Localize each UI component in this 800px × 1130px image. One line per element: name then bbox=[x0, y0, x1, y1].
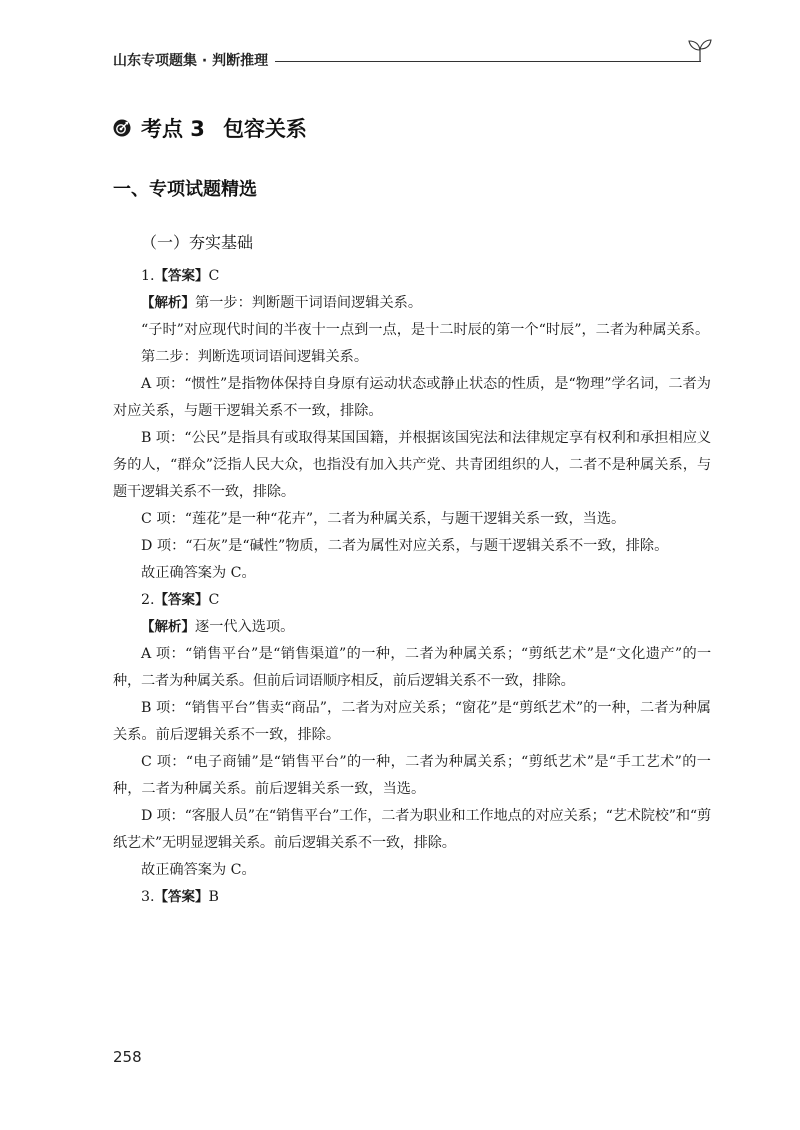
q2-number: 2. bbox=[141, 592, 155, 608]
heading-level-2: （一）夯实基础 bbox=[141, 233, 254, 252]
q2-answer: C bbox=[208, 592, 220, 608]
header-rule bbox=[275, 61, 701, 62]
q2-conclusion: 故正确答案为 C。 bbox=[141, 862, 256, 878]
q2-option-d: D 项：“客服人员”在“销售平台”工作，二者为职业和工作地点的对应关系；“艺术院校”和“剪纸艺术”无明显逻辑关系。前后逻辑关系不一致，排除。 bbox=[113, 808, 711, 851]
page-number: 258 bbox=[113, 1048, 142, 1066]
q3-answer-line bbox=[113, 884, 711, 911]
q1-answer-tag: 【答案】 bbox=[154, 268, 209, 284]
q3-answer-tag: 【答案】 bbox=[154, 889, 209, 905]
body-content bbox=[113, 263, 711, 911]
running-title: 山东专项题集 · 判断推理 bbox=[113, 53, 269, 69]
q1-option-d: D 项：“石灰”是“碱性”物质，二者为属性对应关系，与题干逻辑关系不一致，排除。 bbox=[141, 538, 669, 554]
q1-number: 1. bbox=[141, 268, 155, 284]
q2-option-b: B 项：“销售平台”售卖“商品”，二者为对应关系；“窗花”是“剪纸艺术”的一种，二者为种属关系。前后逻辑关系不一致，排除。 bbox=[113, 700, 711, 743]
q1-answer: C bbox=[208, 268, 220, 284]
section-name: 包容关系 bbox=[222, 117, 307, 141]
q1-paragraph: “子时”对应现代时间的半夜十一点到一点，是十二时辰的第一个“时辰”，二者为种属关系。 bbox=[141, 322, 710, 338]
q1-answer-line bbox=[113, 263, 711, 290]
q2-answer-line bbox=[113, 587, 711, 614]
q1-step1: 第一步：判断题干词语间逻辑关系。 bbox=[195, 295, 423, 311]
running-header bbox=[113, 48, 713, 72]
q1-analysis-line bbox=[113, 290, 711, 317]
q2-answer-tag: 【答案】 bbox=[154, 592, 209, 608]
q2-analysis-line bbox=[113, 614, 711, 641]
q3-answer: B bbox=[208, 889, 219, 905]
target-icon bbox=[113, 119, 131, 137]
q2-option-a: A 项：“销售平台”是“销售渠道”的一种，二者为种属关系；“剪纸艺术”是“文化遗产”的一种，二者为种属关系。但前后词语顺序相反，前后逻辑关系不一致，排除。 bbox=[113, 646, 711, 689]
q1-conclusion: 故正确答案为 C。 bbox=[141, 565, 256, 581]
heading-level-1: 一、专项试题精选 bbox=[113, 179, 257, 200]
q2-option-c: C 项：“电子商铺”是“销售平台”的一种，二者为种属关系；“剪纸艺术”是“手工艺术”的一种，二者为种属关系。前后逻辑关系一致，当选。 bbox=[113, 754, 711, 797]
section-number: 考点 3 bbox=[141, 117, 205, 141]
q1-option-a: A 项：“惯性”是指物体保持自身原有运动状态或静止状态的性质，是“物理”学名词，二者为对应关系，与题干逻辑关系不一致，排除。 bbox=[113, 376, 711, 419]
q3-number: 3. bbox=[141, 889, 155, 905]
q2-intro: 逐一代入选项。 bbox=[195, 619, 295, 635]
q1-step2: 第二步：判断选项词语间逻辑关系。 bbox=[141, 349, 369, 365]
q1-option-c: C 项：“莲花”是一种“花卉”，二者为种属关系，与题干逻辑关系一致，当选。 bbox=[141, 511, 626, 527]
sprout-icon bbox=[687, 38, 713, 62]
q1-option-b: B 项：“公民”是指具有或取得某国国籍，并根据该国宪法和法律规定享有权利和承担相应义务的人，“群众”泛指人民大众，也指没有加入共产党、共青团组织的人，二者不是种属关系，与题干逻辑关系不一致，排除。 bbox=[113, 430, 711, 500]
section-title bbox=[113, 113, 307, 143]
q1-analysis-tag: 【解析】 bbox=[141, 295, 195, 311]
q2-analysis-tag: 【解析】 bbox=[141, 619, 195, 635]
